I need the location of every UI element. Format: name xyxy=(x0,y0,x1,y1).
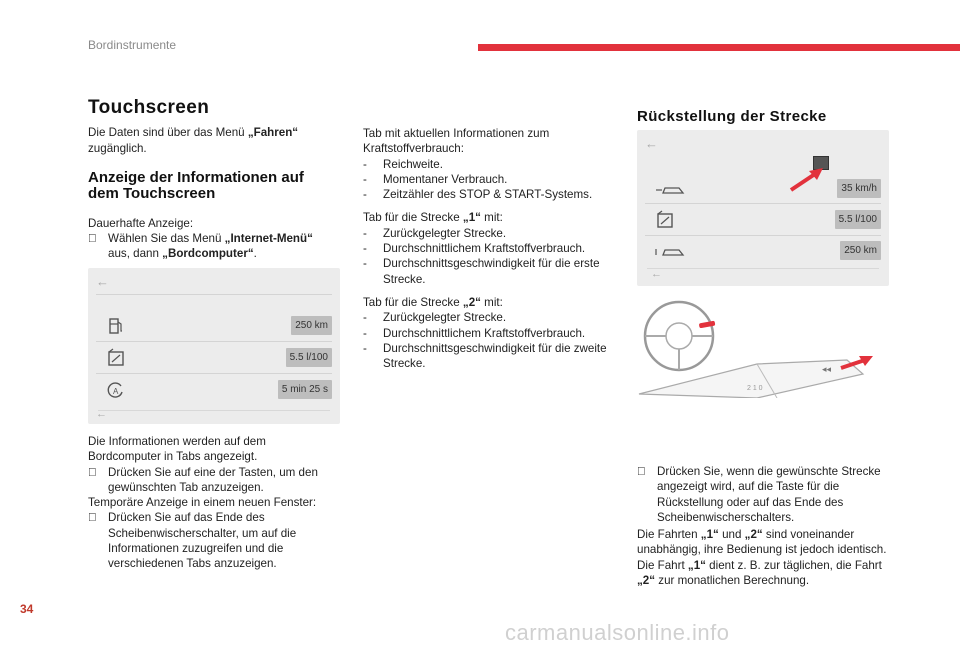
right-column-text xyxy=(637,464,887,588)
left-column xyxy=(88,97,338,262)
tab2-item: - Durchschnittlichem Kraftstoffverbrauch. xyxy=(363,326,586,340)
permanent-label: Dauerhafte Anzeige: xyxy=(88,216,194,230)
tab2-heading: Tab für die Strecke „2“ mit: xyxy=(363,295,503,309)
consumption-row xyxy=(645,204,881,236)
watermark: carmanualsonline.info xyxy=(505,620,730,645)
bullet-icon xyxy=(88,465,108,496)
fuel-pump-icon xyxy=(106,316,126,336)
tab0-item: - Reichweite. xyxy=(363,157,443,171)
svg-text:◂◂: ◂◂ xyxy=(822,364,832,374)
car-distance-icon xyxy=(655,241,689,261)
car-speed-icon xyxy=(655,179,689,199)
tab-instruction: Drücken Sie auf eine der Tasten, um den gewünschten Tab anzuzeigen. xyxy=(88,465,338,496)
consumption-value: 5.5 l/100 xyxy=(835,210,881,229)
trip-example-paragraph: Die Fahrt „1“ dient z. B. zur täglichen, die Fahrt „2“ zur monatlichen Berechnung. xyxy=(637,558,882,588)
footer-divider xyxy=(98,410,330,411)
consumption-value: 5.5 l/100 xyxy=(286,348,332,367)
consumption-row xyxy=(96,342,332,374)
consumption-icon xyxy=(106,348,126,368)
stop-start-icon xyxy=(106,380,126,400)
speed-value: 35 km/h xyxy=(837,179,881,198)
range-value: 250 km xyxy=(291,316,332,335)
reset-instruction: Drücken Sie, wenn die gewünschte Strecke angezeigt wird, auf die Taste für die Rückstellung oder auf das Ende des Scheibenwischerschalters. xyxy=(637,464,887,525)
accent-bar xyxy=(478,44,960,51)
section-subtitle: Anzeige der Informationen auf dem Touchscreen xyxy=(88,168,304,202)
footer-divider xyxy=(647,268,879,269)
tab1-item: - Durchschnittlichem Kraftstoffverbrauch. xyxy=(363,242,586,256)
tab0-item: - Momentaner Verbrauch. xyxy=(363,172,508,186)
middle-column xyxy=(363,126,613,371)
range-row xyxy=(96,310,332,342)
permanent-item: Wählen Sie das Menü „Internet-Menü“ aus, dann „Bordcomputer“. xyxy=(88,231,338,262)
tabs-paragraph: Die Informationen werden auf dem Bordcomputer in Tabs angezeigt. xyxy=(88,435,266,464)
distance-row xyxy=(645,236,881,266)
footer-back-icon: ← xyxy=(96,408,107,420)
tab2-item: - Durchschnittsgeschwindigkeit für die zweite Strecke. xyxy=(363,341,607,371)
wiper-stalk-illustration xyxy=(637,298,891,398)
left-column-bottom xyxy=(88,434,338,572)
svg-text:2 1 0: 2 1 0 xyxy=(747,385,763,392)
page-title: Touchscreen xyxy=(88,97,210,118)
back-arrow-icon: ← xyxy=(645,136,658,151)
tab1-item: - Zurückgelegter Strecke. xyxy=(363,226,507,240)
page-number: 34 xyxy=(20,602,34,616)
intro-paragraph: Die Daten sind über das Menü „Fahren“ zugänglich. xyxy=(88,126,299,155)
section-header: Bordinstrumente xyxy=(88,38,177,52)
trips-paragraph: Die Fahrten „1“ und „2“ sind voneinander unabhängig, ihre Bedienung ist jedoch identisch. xyxy=(637,528,887,557)
tab0-heading: Tab mit aktuellen Informationen zum Kraftstoffverbrauch: xyxy=(363,127,550,156)
divider xyxy=(96,294,332,295)
stop-start-row xyxy=(96,374,332,406)
speed-row xyxy=(645,174,881,204)
consumption-icon xyxy=(655,210,675,230)
touchscreen-illustration xyxy=(88,268,340,424)
footer-back-icon: ← xyxy=(651,268,662,280)
bullet-icon xyxy=(88,231,108,262)
tab1-heading: Tab für die Strecke „1“ mit: xyxy=(363,211,503,225)
back-arrow-icon: ← xyxy=(96,274,109,289)
temporary-instruction: Drücken Sie auf das Ende des Scheibenwischerschalter, um auf die Informationen zuzugreifen und die verschiedenen Tabs anzuzeigen. xyxy=(88,510,338,571)
distance-value: 250 km xyxy=(840,241,881,260)
tab1-item: - Durchschnittsgeschwindigkeit für die erste Strecke. xyxy=(363,257,600,286)
stop-start-value: 5 min 25 s xyxy=(278,380,332,399)
temporary-label: Temporäre Anzeige in einem neuen Fenster: xyxy=(88,496,317,510)
reset-screen-illustration xyxy=(637,130,889,286)
svg-text:A: A xyxy=(113,387,119,396)
tab0-item: - Zeitzähler des STOP & START-Systems. xyxy=(363,188,593,202)
tab2-item: - Zurückgelegter Strecke. xyxy=(363,311,507,325)
bullet-icon xyxy=(88,510,108,571)
reset-title: Rückstellung der Strecke xyxy=(637,108,827,125)
bullet-icon xyxy=(637,464,657,525)
